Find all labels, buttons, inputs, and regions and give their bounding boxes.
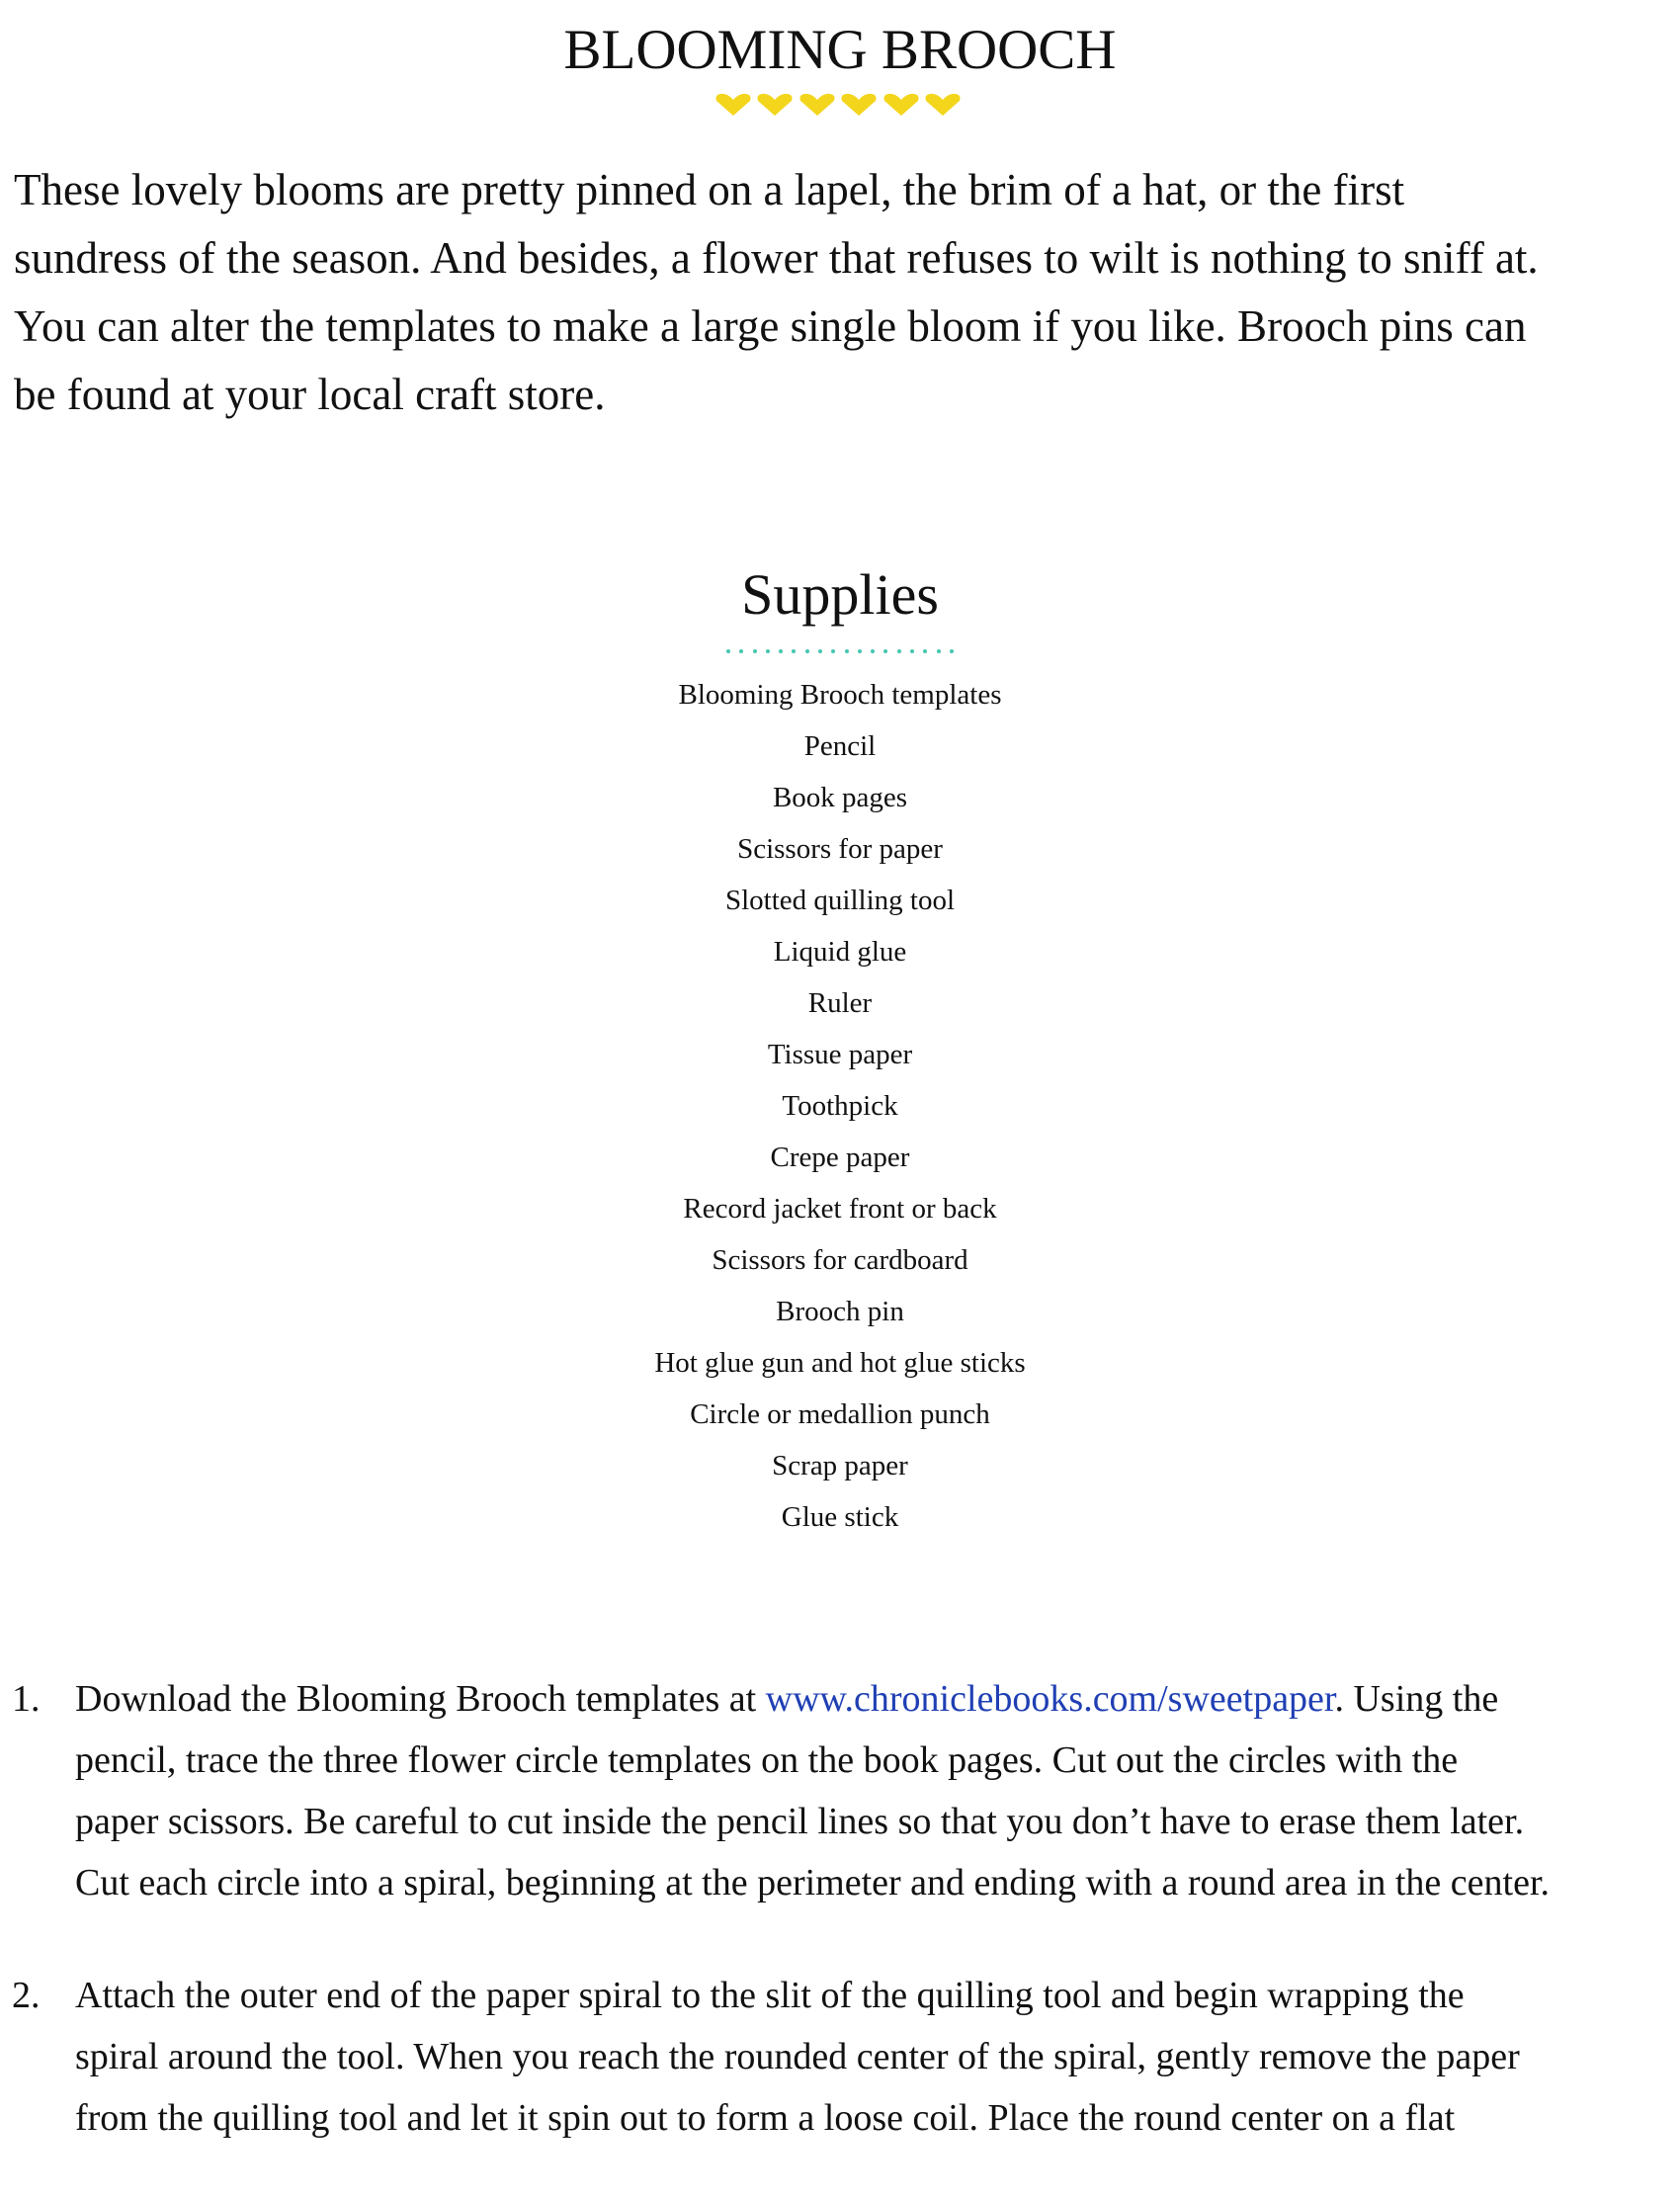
divider-dot <box>753 649 757 653</box>
heart-icon <box>798 93 836 117</box>
step-number: 1. <box>12 1678 41 1720</box>
step-text: Download the Blooming Brooch templates at <box>75 1678 766 1720</box>
divider-dot <box>950 649 954 653</box>
supply-item: Brooch pin <box>776 1296 904 1327</box>
supply-item: Scrap paper <box>772 1450 908 1481</box>
heart-icon <box>756 93 794 117</box>
supply-item: Scissors for paper <box>737 833 943 865</box>
step-item <box>12 1965 1672 2149</box>
supply-item: Book pages <box>772 782 908 813</box>
divider-dot <box>739 649 743 653</box>
template-download-link[interactable]: www.chroniclebooks.com/sweetpaper <box>765 1678 1335 1720</box>
supply-item: Scissors for cardboard <box>712 1244 968 1276</box>
step-line: pencil, trace the three flower circle templates on the book pages. Cut out the circles with the <box>75 1739 1459 1781</box>
supply-item: Glue stick <box>781 1501 899 1533</box>
intro-line: You can alter the templates to make a large single bloom if you like. Brooch pins can <box>14 301 1527 351</box>
step-number: 2. <box>12 1975 41 2016</box>
divider-dot <box>923 649 927 653</box>
divider-dot <box>858 649 862 653</box>
heart-icon <box>882 93 920 117</box>
heart-icon <box>924 93 962 117</box>
divider-dot <box>792 649 796 653</box>
divider-dot <box>805 649 809 653</box>
supply-item: Crepe paper <box>770 1142 910 1173</box>
instruction-steps <box>12 1668 1672 2200</box>
supply-item: Record jacket front or back <box>683 1193 997 1225</box>
divider-dot <box>897 649 901 653</box>
intro-line: be found at your local craft store. <box>14 370 606 419</box>
supply-item: Circle or medallion punch <box>690 1398 990 1430</box>
supplies-list <box>0 669 1680 1543</box>
intro-line: These lovely blooms are pretty pinned on a lapel, the brim of a hat, or the first <box>14 165 1405 214</box>
supply-item: Tissue paper <box>767 1039 913 1070</box>
step-line: Attach the outer end of the paper spiral to the slit of the quilling tool and begin wrapping the <box>75 1975 1465 2016</box>
heart-divider <box>714 93 962 119</box>
step-text: . Using the <box>1334 1678 1499 1720</box>
divider-dot <box>766 649 770 653</box>
dotted-divider <box>726 649 954 657</box>
supply-item: Liquid glue <box>773 936 907 968</box>
divider-dot <box>937 649 941 653</box>
divider-dot <box>845 649 849 653</box>
divider-dot <box>871 649 875 653</box>
step-line: paper scissors. Be careful to cut inside the pencil lines so that you don’t have to erase them later. <box>75 1801 1525 1842</box>
supply-item: Slotted quilling tool <box>724 885 955 916</box>
intro-line: sundress of the season. And besides, a flower that refuses to wilt is nothing to sniff at. <box>14 233 1539 283</box>
step-item <box>12 1668 1672 1913</box>
divider-dot <box>831 649 835 653</box>
supply-item: Hot glue gun and hot glue sticks <box>654 1347 1026 1379</box>
divider-dot <box>779 649 783 653</box>
step-line: Cut each circle into a spiral, beginning at the perimeter and ending with a round area in the center. <box>75 1862 1551 1904</box>
divider-dot <box>818 649 822 653</box>
supply-item: Pencil <box>803 730 877 762</box>
page-title: BLOOMING BROOCH <box>563 19 1117 81</box>
heart-icon <box>714 93 752 117</box>
supplies-heading: Supplies <box>741 562 939 627</box>
divider-dot <box>910 649 914 653</box>
step-line: spiral around the tool. When you reach the rounded center of the spiral, gently remove the paper <box>75 2036 1520 2077</box>
supply-item: Ruler <box>807 987 873 1019</box>
supply-item: Toothpick <box>782 1090 898 1122</box>
step-line <box>75 1668 1672 1730</box>
intro-paragraph <box>14 156 1669 429</box>
step-line: from the quilling tool and let it spin out to form a loose coil. Place the round center on a flat <box>75 2097 1456 2139</box>
divider-dot <box>726 649 730 653</box>
supply-item: Blooming Brooch templates <box>678 679 1002 711</box>
divider-dot <box>883 649 887 653</box>
heart-icon <box>840 93 878 117</box>
